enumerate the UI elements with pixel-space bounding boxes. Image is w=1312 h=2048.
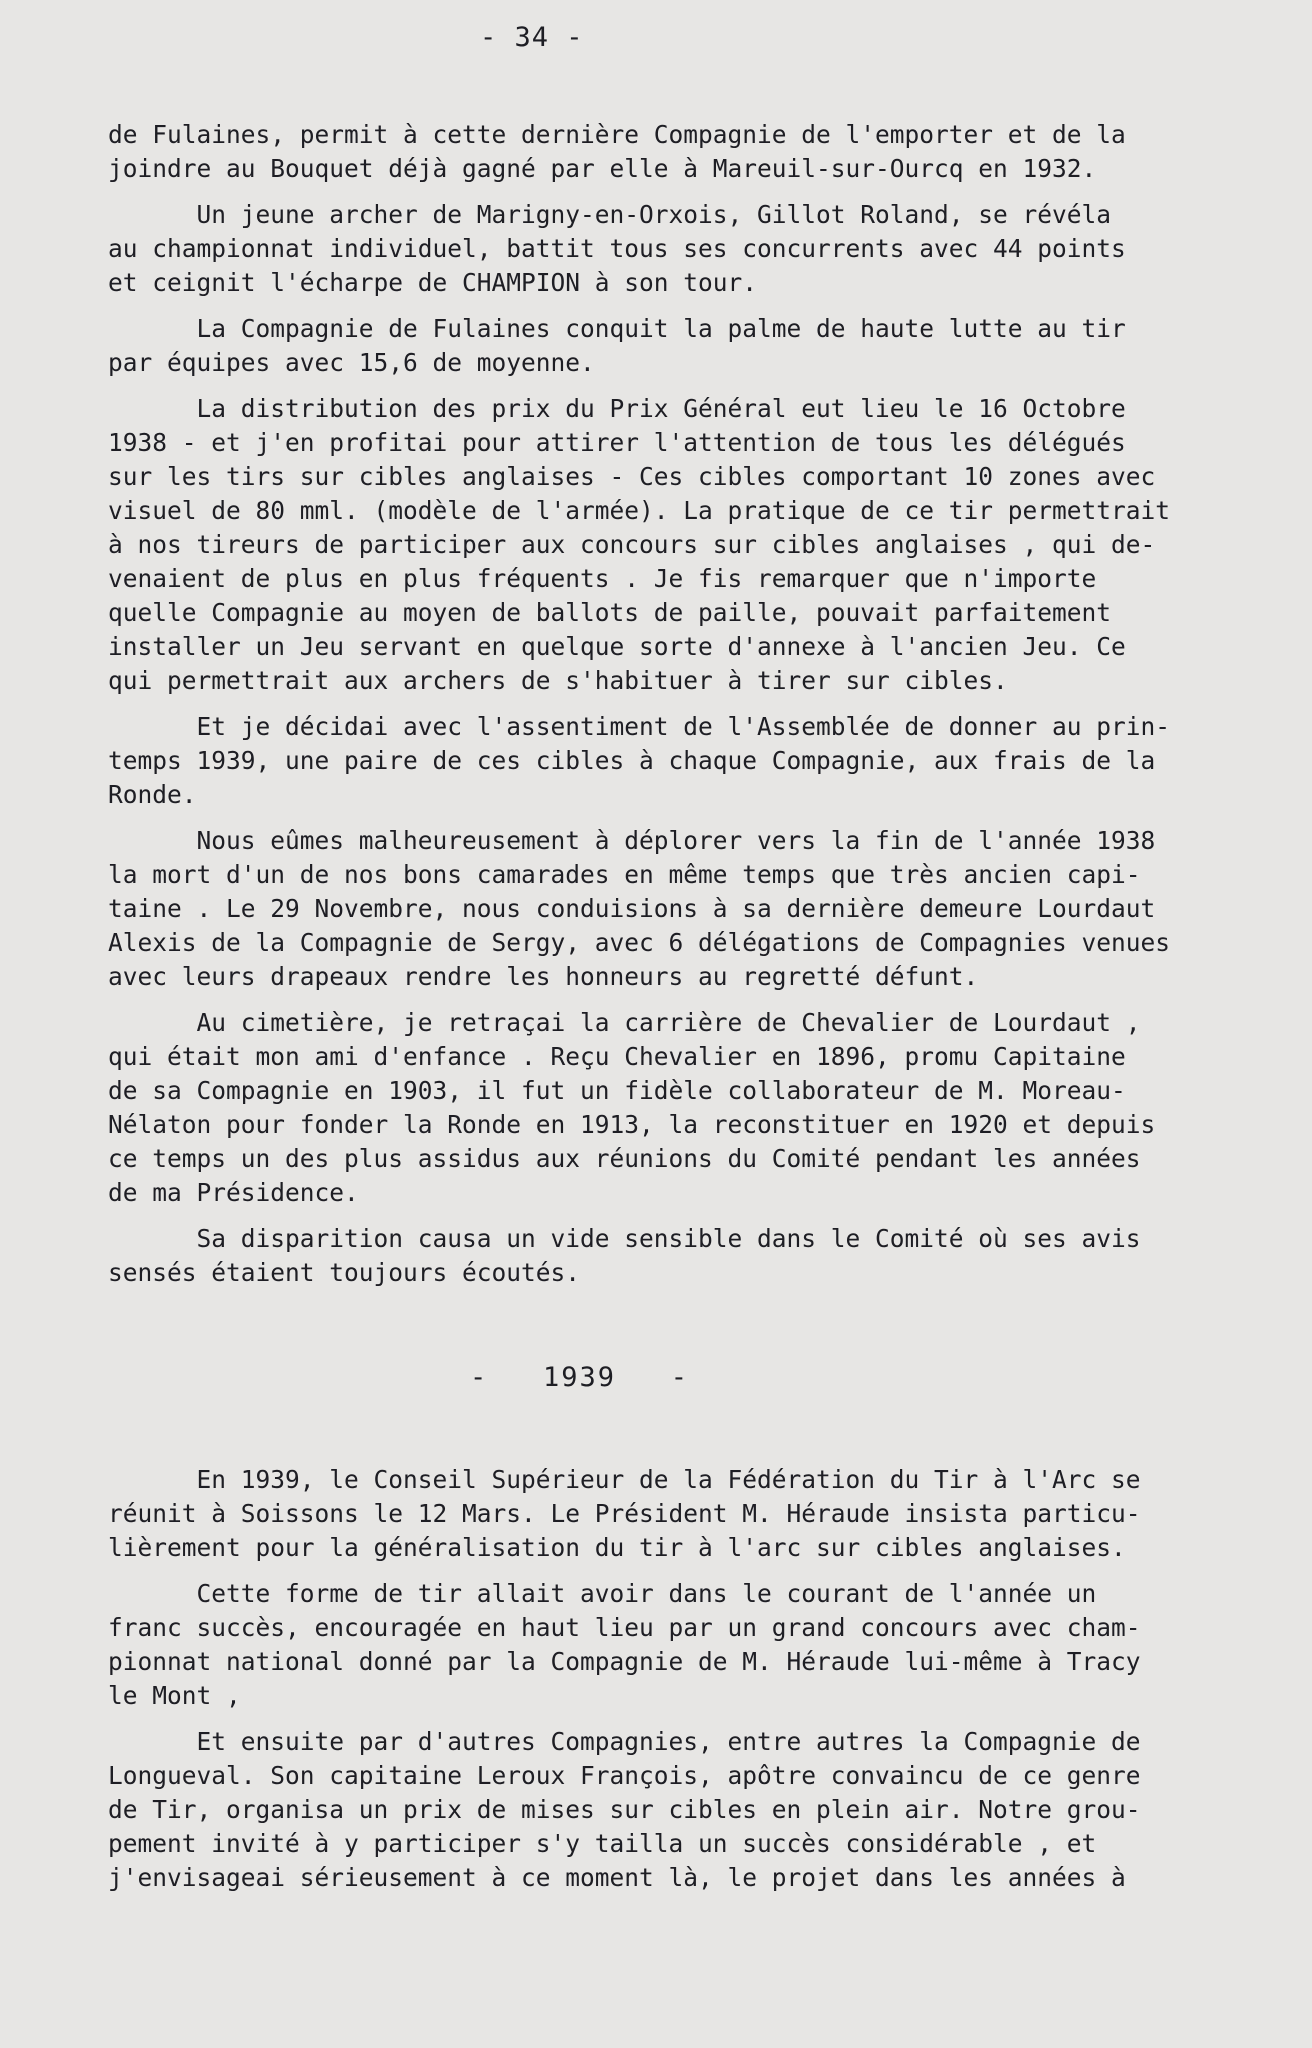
- text-line: qui permettrait aux archers de s'habituer à tirer sur cibles.: [108, 666, 1008, 695]
- paragraph: [108, 1463, 1258, 1565]
- text-line: de Fulaines, permit à cette dernière Compagnie de l'emporter et de la: [108, 120, 1126, 149]
- paragraph: [108, 312, 1258, 380]
- paragraph: [108, 1222, 1258, 1290]
- text-line: j'envisageai sérieusement à ce moment là, le projet dans les années à: [108, 1863, 1126, 1892]
- text-line: Ronde.: [108, 780, 197, 809]
- text-line: de sa Compagnie en 1903, il fut un fidèle collaborateur de M. Moreau-: [108, 1076, 1126, 1105]
- text-line: Et ensuite par d'autres Compagnies, entre autres la Compagnie de: [108, 1727, 1141, 1756]
- page-number: - 34 -: [480, 22, 584, 53]
- paragraph: [108, 198, 1258, 300]
- text-line: le Mont ,: [108, 1681, 241, 1710]
- text-line: visuel de 80 mml. (modèle de l'armée). La pratique de ce tir permettrait: [108, 496, 1171, 525]
- paragraph: [108, 1006, 1258, 1210]
- text-line: Sa disparition causa un vide sensible dans le Comité où ses avis: [108, 1224, 1141, 1253]
- text-line: sur les tirs sur cibles anglaises - Ces cibles comportant 10 zones avec: [108, 462, 1156, 491]
- text-line: 1938 - et j'en profitai pour attirer l'attention de tous les délégués: [108, 428, 1126, 457]
- text-line: temps 1939, une paire de ces cibles à chaque Compagnie, aux frais de la: [108, 746, 1156, 775]
- text-line: pionnat national donné par la Compagnie de M. Héraude lui-même à Tracy: [108, 1647, 1141, 1676]
- text-line: pement invité à y participer s'y tailla un succès considérable , et: [108, 1829, 1097, 1858]
- text-line: de Tir, organisa un prix de mises sur cibles en plein air. Notre grou-: [108, 1795, 1141, 1824]
- text-line: de ma Présidence.: [108, 1178, 359, 1207]
- text-line: lièrement pour la généralisation du tir à l'arc sur cibles anglaises.: [108, 1533, 1126, 1562]
- text-line: quelle Compagnie au moyen de ballots de paille, pouvait parfaitement: [108, 598, 1112, 627]
- text-line: Nous eûmes malheureusement à déplorer vers la fin de l'année 1938: [108, 826, 1156, 855]
- paragraph: [108, 710, 1258, 812]
- text-line: joindre au Bouquet déjà gagné par elle à Mareuil-sur-Ourcq en 1932.: [108, 154, 1097, 183]
- text-line: taine . Le 29 Novembre, nous conduisions à sa dernière demeure Lourdaut: [108, 894, 1156, 923]
- text-line: La distribution des prix du Prix Général eut lieu le 16 Octobre: [108, 394, 1126, 423]
- text-line: réunit à Soissons le 12 Mars. Le Président M. Héraude insista particu-: [108, 1499, 1141, 1528]
- text-line: qui était mon ami d'enfance . Reçu Chevalier en 1896, promu Capitaine: [108, 1042, 1126, 1071]
- paragraph: [108, 392, 1258, 698]
- text-line: Nélaton pour fonder la Ronde en 1913, la reconstituer en 1920 et depuis: [108, 1110, 1156, 1139]
- paragraph: [108, 1577, 1258, 1713]
- text-block-top: [108, 118, 1258, 1290]
- text-line: La Compagnie de Fulaines conquit la palme de haute lutte au tir: [108, 314, 1126, 343]
- text-line: la mort d'un de nos bons camarades en même temps que très ancien capi-: [108, 860, 1141, 889]
- section-heading: - 1939 -: [470, 1362, 690, 1393]
- text-line: ce temps un des plus assidus aux réunions du Comité pendant les années: [108, 1144, 1141, 1173]
- text-block-bottom: [108, 1463, 1258, 1895]
- text-line: Alexis de la Compagnie de Sergy, avec 6 délégations de Compagnies venues: [108, 928, 1171, 957]
- text-line: venaient de plus en plus fréquents . Je fis remarquer que n'importe: [108, 564, 1097, 593]
- paragraph: [108, 118, 1258, 186]
- text-line: Et je décidai avec l'assentiment de l'Assemblée de donner au prin-: [108, 712, 1171, 741]
- text-line: au championnat individuel, battit tous ses concurrents avec 44 points: [108, 234, 1126, 263]
- text-line: par équipes avec 15,6 de moyenne.: [108, 348, 595, 377]
- text-line: franc succès, encouragée en haut lieu par un grand concours avec cham-: [108, 1613, 1141, 1642]
- text-line: à nos tireurs de participer aux concours sur cibles anglaises , qui de-: [108, 530, 1156, 559]
- text-line: Longueval. Son capitaine Leroux François, apôtre convaincu de ce genre: [108, 1761, 1141, 1790]
- text-line: Cette forme de tir allait avoir dans le courant de l'année un: [108, 1579, 1097, 1608]
- paragraph: [108, 824, 1258, 994]
- text-line: sensés étaient toujours écoutés.: [108, 1258, 581, 1287]
- text-line: avec leurs drapeaux rendre les honneurs au regretté défunt.: [108, 962, 979, 991]
- text-line: et ceignit l'écharpe de CHAMPION à son tour.: [108, 268, 758, 297]
- text-line: En 1939, le Conseil Supérieur de la Fédération du Tir à l'Arc se: [108, 1465, 1141, 1494]
- paragraph: [108, 1725, 1258, 1895]
- text-line: Un jeune archer de Marigny-en-Orxois, Gillot Roland, se révéla: [108, 200, 1112, 229]
- text-line: installer un Jeu servant en quelque sorte d'annexe à l'ancien Jeu. Ce: [108, 632, 1126, 661]
- text-line: Au cimetière, je retraçai la carrière de Chevalier de Lourdaut ,: [108, 1008, 1141, 1037]
